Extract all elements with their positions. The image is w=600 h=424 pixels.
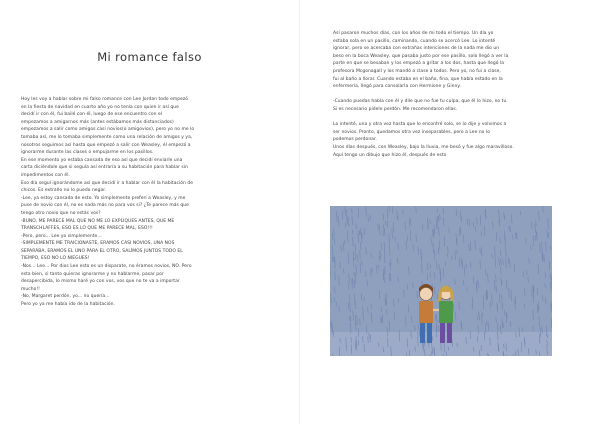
text-line: beso en la boca Weasley, que pasaba justo por ese pasillo, solo llegó a ver la <box>333 53 509 59</box>
paragraph <box>333 30 557 91</box>
text-line: -SIMPLEMENTE ME TRAICIONASTE, ERAMOS CASI NOVIOS, UNA NOS <box>21 241 175 247</box>
paragraph <box>333 98 557 113</box>
right-body-text <box>333 30 557 159</box>
paragraph-gap <box>333 91 557 99</box>
text-line: TRANSCHLAFFES, ESO ES LO QUE ME PARECE MAL, ESO!!! <box>21 226 153 232</box>
text-line: carta diciéndole que si seguía así entraría a su habitación para hablar sin <box>21 165 188 171</box>
text-line: -Nos... Lee... Por dios Lee esto es un disparate, no éramos novios, NO. Pero <box>21 264 192 270</box>
text-line: en la fiesta de navidad en cuarto año yo no tenía con quien ir así que <box>21 104 179 110</box>
text-line: empezamos a salir como amigos casi novios(o amigovios), pero yo no me lo <box>21 127 195 133</box>
text-line: Eso día seguí ignorándome así que decidí ir a hablar con él la habitación de <box>21 180 194 186</box>
text-line: puse de novio con él, no es nada más no para vos si? ¿Te parece más que <box>21 203 189 209</box>
rain-drawing-icon <box>330 206 552 356</box>
text-line: tengo otro novio que no estás vos? <box>21 210 101 216</box>
text-line: estaba sola en un pasillo, caminando, cuando se acercó Lee. Lo intenté <box>333 38 496 44</box>
text-line: -Cuando puedas habla con él y dile que no fue tu culpa, que él lo hizo, no tu. <box>333 99 508 105</box>
text-line: empezamos a amigarnos más (antes estábamos más distanciados) <box>21 119 174 125</box>
text-line: -No, Margaret perdón, yo... no quería... <box>21 294 110 300</box>
text-line: enfermería, llegó para consolarla con Hermione y Ginny. <box>333 84 461 90</box>
text-line: decidí ir con él, fui bailé con él, luego de ese encuentro con el <box>21 112 163 118</box>
text-line: En ese momento yo estaba cansada de eso así que decidí enviarle una <box>21 157 183 163</box>
document-title: Mi romance falso <box>97 50 202 64</box>
text-line: -Pero, pero... Lee yo simplemente... <box>21 233 102 239</box>
text-line: impedimentos con él. <box>21 172 70 178</box>
text-line: ignorarme durante las clases o empujarme en los pasillos. <box>21 150 154 156</box>
left-figure-leg <box>420 323 425 343</box>
text-line: Hoy les voy a hablar sobre mi falso romance con Lee Jordan todo empezó <box>21 97 189 102</box>
right-figure-leg <box>447 323 452 343</box>
text-line: ser novios. Pronto, quedamos otra vez inseparables, pero a Lee no lo <box>333 129 490 135</box>
right-figure-leg <box>440 323 445 343</box>
text-line: SEPARÁBA, ERAMOS EL UNO PARA EL OTRO, SALÍMOS JUNTOS TODO EL <box>21 248 183 254</box>
text-line: podemos perdonar. <box>333 137 377 143</box>
text-line: Si es necesario pídele perdón. Me recomendaron ellas. <box>333 106 458 112</box>
left-body-text <box>21 96 283 309</box>
text-line: fui al baño a llorar. Cuando estaba en el baño, fina, que había estado en la <box>333 76 503 82</box>
text-line: tomaba así, me lo tomaba simplemente como una relación de amigos y ya, <box>21 134 193 140</box>
text-line: ignorar, pero se acercaba con extrañas intenciones de la nada me dio un <box>333 46 500 52</box>
text-line: Lo intenté, una y otra vez hasta que lo encontré solo, se lo dije y volvimos a <box>333 122 507 128</box>
text-line: -BUNO, ME PARECE MAL QUE NO ME LO EXPLIQUES ANTES, QUE ME <box>21 218 175 224</box>
paragraph-gap <box>333 114 557 122</box>
text-line: Unos días después, con Weasley, bajo la lluvia, me besó y fue algo maravilloso. <box>333 144 514 150</box>
text-line: -Lee, ya estoy cansada de esto. Yo simplemente preferí a Weasley, y me <box>21 195 186 201</box>
text-line: Aquí tengo un dibujo que hizo él, después de esto <box>333 152 447 158</box>
text-line: esta bien, si tanto quieras ignorarme y no hablarme, pasar por <box>21 271 164 277</box>
left-figure-leg <box>427 323 432 343</box>
paragraph <box>333 121 557 159</box>
text-line: nosotros seguimos así hasta que empezó a salir con Weasley, él empezó a <box>21 142 191 148</box>
text-line: TIEMPO, ESO NO LO NIEGUES! <box>21 256 90 262</box>
left-figure-head <box>420 288 433 301</box>
text-line: profesora Mcgonagall y los mandó a clase a todos. Pero yo, no fui a clase, <box>333 68 501 74</box>
text-line: desapercibida, lo mismo haré yo con vos, vos que no te va a importar <box>21 279 180 285</box>
text-line: Pero yo ya me había ido de la habitación. <box>21 302 115 308</box>
right-figure-shirt <box>439 301 453 323</box>
text-line: Así pasaron muchos días, con los años de mi todo el tiempo. Un día yo <box>333 31 494 36</box>
text-line: chicos. Es extraño no lo puedo negar. <box>21 188 107 194</box>
left-figure-shirt <box>419 301 433 323</box>
text-line: mucho!! <box>21 286 41 292</box>
rain-drawing-svg <box>330 206 552 356</box>
text-line: parte en que se besaban y los empezó a gritar a los dos, hasta que llegó la <box>333 61 505 67</box>
left-page <box>0 0 299 424</box>
